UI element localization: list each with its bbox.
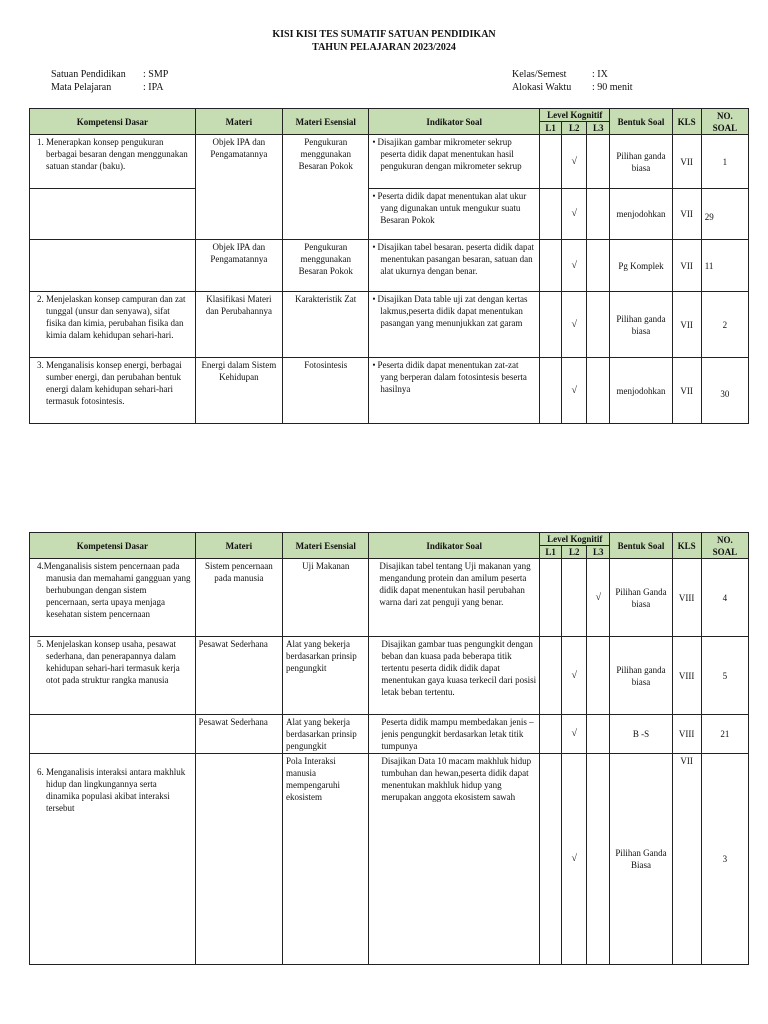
kd-text: 1. Menerapkan konsep pengukuran berbagai besaran dengan menggunakan satuan standar (baku).: [37, 137, 188, 171]
esensial-cell: Karakteristik Zat: [283, 292, 369, 358]
esensial-cell: Alat yang bekerja berdasarkan prinsip pengungkit: [283, 637, 369, 715]
materi-cell: Objek IPA dan Pengamatannya: [195, 240, 282, 292]
header-materi: Materi: [195, 109, 282, 135]
indikator-cell: Peserta didik mampu membedakan jenis – jenis pengungkit berdasarkan letak titik tumpunya: [369, 715, 540, 754]
bentuk-cell: Pilihan ganda biasa: [610, 292, 672, 358]
l2-check: √: [562, 189, 587, 240]
l3-cell: [587, 292, 610, 358]
materi-cell: Pesawat Sederhana: [195, 637, 282, 715]
l2-check: √: [562, 754, 587, 965]
no-cell: 1: [701, 135, 748, 189]
satuan-label: Satuan Pendidikan: [51, 69, 126, 80]
header-l1: L1: [540, 546, 562, 559]
l1-cell: [540, 559, 562, 637]
meta-left: [51, 68, 168, 94]
kls-cell: VII: [672, 240, 701, 292]
no-cell: 4: [701, 559, 748, 637]
table-row: [30, 754, 749, 965]
indikator-text: • Disajikan tabel besaran. peserta didik dapat menentukan pasangan besaran, satuan dan alat ukurnya dengan benar.: [372, 241, 536, 277]
materi-cell: [195, 189, 282, 240]
l3-cell: [587, 754, 610, 965]
kls-cell: VIII: [672, 559, 701, 637]
l3-cell: [587, 715, 610, 754]
indikator-cell: [369, 135, 540, 189]
header-kd: Kompetensi Dasar: [30, 533, 196, 559]
kd-cell: [30, 292, 196, 358]
l2-check: √: [562, 292, 587, 358]
materi-cell: Objek IPA dan Pengamatannya: [195, 135, 282, 189]
kls-cell: VII: [672, 754, 701, 965]
header-bentuk: Bentuk Soal: [610, 109, 672, 135]
l3-cell: [587, 637, 610, 715]
table-row: [30, 292, 749, 358]
bentuk-cell: menjodohkan: [610, 189, 672, 240]
l3-cell: [587, 135, 610, 189]
indikator-text: • Disajikan gambar mikrometer sekrup peserta didik dapat menentukan hasil pengukuran dengan mikrometer sekrup: [372, 136, 536, 172]
l2-check: √: [562, 240, 587, 292]
kisi-table-2: [29, 532, 749, 965]
doc-title: KISI KISI TES SUMATIF SATUAN PENDIDIKAN: [272, 29, 496, 40]
kd-cell: [30, 715, 196, 754]
table-row: [30, 240, 749, 292]
header-l2: L2: [562, 122, 587, 135]
header-level: Level Kognitif: [540, 533, 610, 546]
kd-text: 3. Menganalisis konsep energi, berbagai sumber energi, dan perubahan bentuk energi dalam kehidupan sehari-hari termasuk fotosintesis.: [37, 360, 182, 406]
header-no-line2: SOAL: [712, 122, 738, 133]
no-cell: 21: [701, 715, 748, 754]
kls-cell: VII: [672, 292, 701, 358]
bentuk-cell: B -S: [610, 715, 672, 754]
no-cell: 2: [701, 292, 748, 358]
table-row: [30, 715, 749, 754]
waktu-value: : 90 menit: [592, 82, 633, 93]
header-l1: L1: [540, 122, 562, 135]
kelas-label: Kelas/Semest: [512, 69, 567, 80]
indikator-text: • Disajikan Data table uji zat dengan kertas lakmus,peserta didik dapat menentukan pasangan yang menunjukkan zat garam: [372, 293, 536, 329]
table-row: [30, 637, 749, 715]
kd-cell: [30, 135, 196, 189]
no-cell: 11: [701, 240, 748, 292]
esensial-cell: [283, 189, 369, 240]
esensial-cell: Pengukuran menggunakan Besaran Pokok: [283, 135, 369, 189]
bentuk-cell: Pilihan ganda biasa: [610, 135, 672, 189]
esensial-cell: Alat yang bekerja berdasarkan prinsip pengungkit: [283, 715, 369, 754]
no-cell: 29: [701, 189, 748, 240]
header-indikator: Indikator Soal: [369, 533, 540, 559]
table-row: [30, 135, 749, 189]
bentuk-cell: Pilihan ganda biasa: [610, 637, 672, 715]
header-bentuk: Bentuk Soal: [610, 533, 672, 559]
l1-cell: [540, 135, 562, 189]
waktu-label: Alokasi Waktu: [512, 82, 572, 93]
header-materi: Materi: [195, 533, 282, 559]
kisi-table-1: [29, 108, 749, 424]
kls-cell: VIII: [672, 637, 701, 715]
l3-check: √: [587, 559, 610, 637]
mapel-label: Mata Pelajaran: [51, 82, 112, 93]
l1-cell: [540, 240, 562, 292]
materi-cell: Pesawat Sederhana: [195, 715, 282, 754]
header-no-line2: SOAL: [712, 546, 738, 557]
kd-text: 2. Menjelaskan konsep campuran dan zat tunggal (unsur dan senyawa), sifat fisika dan kimia, perubahan fisika dan kimia dalam kehidupan sehari-hari.: [37, 294, 186, 340]
indikator-cell: [369, 292, 540, 358]
bentuk-cell: menjodohkan: [610, 358, 672, 424]
indikator-text: • Peserta didik dapat menentukan alat ukur yang digunakan untuk mengukur suatu Besaran Pokok: [372, 190, 536, 226]
esensial-cell: Pola Interaksi manusia mempengaruhi ekosistem: [283, 754, 369, 965]
esensial-cell: Fotosintesis: [283, 358, 369, 424]
kls-cell: VII: [672, 358, 701, 424]
table-row: [30, 358, 749, 424]
bentuk-cell: Pilihan Ganda biasa: [610, 559, 672, 637]
l1-cell: [540, 715, 562, 754]
no-cell: 30: [701, 358, 748, 424]
kelas-value: : IX: [592, 69, 608, 80]
header-level: Level Kognitif: [540, 109, 610, 122]
header-esensial: Materi Esensial: [283, 533, 369, 559]
header-l2: L2: [562, 546, 587, 559]
indikator-cell: [369, 358, 540, 424]
l2-check: √: [562, 135, 587, 189]
indikator-text: • Peserta didik dapat menentukan zat-zat yang berperan dalam fotosintesis beserta hasilnya: [372, 359, 536, 395]
header-no: [701, 109, 748, 135]
header-kd: Kompetensi Dasar: [30, 109, 196, 135]
meta-right: [512, 68, 633, 94]
l2-check: √: [562, 358, 587, 424]
header-indikator: Indikator Soal: [369, 109, 540, 135]
indikator-cell: Disajikan tabel tentang Uji makanan yang mengandung protein dan amilum peserta didik dapat menentukan hasil perubahan warna dari zat penguji yang benar.: [369, 559, 540, 637]
no-cell: 3: [701, 754, 748, 965]
kd-cell: [30, 754, 196, 965]
satuan-value: : SMP: [143, 69, 169, 80]
bentuk-cell: Pilihan Ganda Biasa: [610, 754, 672, 965]
header-no-line1: NO.: [716, 110, 733, 121]
indikator-cell: [369, 189, 540, 240]
header-kls: KLS: [672, 109, 701, 135]
bentuk-cell: Pg Komplek: [610, 240, 672, 292]
kd-cell: [30, 189, 196, 240]
kls-cell: VIII: [672, 715, 701, 754]
kls-cell: VII: [672, 135, 701, 189]
l1-cell: [540, 754, 562, 965]
header-no-line1: NO.: [716, 534, 733, 545]
header-no: [701, 533, 748, 559]
materi-cell: Sistem pencernaan pada manusia: [195, 559, 282, 637]
indikator-cell: [369, 240, 540, 292]
l1-cell: [540, 358, 562, 424]
header-kls: KLS: [672, 533, 701, 559]
doc-subtitle: TAHUN PELAJARAN 2023/2024: [312, 42, 456, 53]
l1-cell: [540, 292, 562, 358]
l1-cell: [540, 189, 562, 240]
esensial-cell: Pengukuran menggunakan Besaran Pokok: [283, 240, 369, 292]
esensial-cell: Uji Makanan: [283, 559, 369, 637]
kd-cell: [30, 240, 196, 292]
materi-cell: Energi dalam Sistem Kehidupan: [195, 358, 282, 424]
l3-cell: [587, 358, 610, 424]
kd-text: 4.Menganalisis sistem pencernaan pada manusia dan memahami gangguan yang berhubungan dengan sistem pencernaan, serta upaya menjaga kesehatan sistem pencernaan: [37, 561, 191, 619]
l2-check: √: [562, 715, 587, 754]
kd-cell: [30, 637, 196, 715]
kd-cell: [30, 559, 196, 637]
l2-cell: [562, 559, 587, 637]
l2-check: √: [562, 637, 587, 715]
no-cell: 5: [701, 637, 748, 715]
header-l3: L3: [587, 546, 610, 559]
table-row: [30, 189, 749, 240]
l3-cell: [587, 189, 610, 240]
kls-cell: VII: [672, 189, 701, 240]
indikator-cell: Disajikan gambar tuas pengungkit dengan beban dan kuasa pada beberapa titik tertentu peserta didik didik dapat menentukan gaya kuasa terkecil dari posisi letak beban tertentu.: [369, 637, 540, 715]
mapel-value: : IPA: [143, 82, 164, 93]
header-l3: L3: [587, 122, 610, 135]
kd-text: 6. Menganalisis interaksi antara makhluk hidup dan lingkungannya serta dinamika populasi akibat interaksi tersebut: [37, 767, 186, 813]
l1-cell: [540, 637, 562, 715]
materi-cell: [195, 754, 282, 965]
materi-cell: Klasifikasi Materi dan Perubahannya: [195, 292, 282, 358]
indikator-cell: Disajikan Data 10 macam makhluk hidup tumbuhan dan hewan,peserta didik dapat menentukan makhluk hidup yang merupakan anggota ekosistem sawah: [369, 754, 540, 965]
kd-cell: [30, 358, 196, 424]
l3-cell: [587, 240, 610, 292]
table-row: [30, 559, 749, 637]
header-esensial: Materi Esensial: [283, 109, 369, 135]
kd-text: 5. Menjelaskan konsep usaha, pesawat sederhana, dan penerapannya dalam kehidupan sehari-hari termasuk kerja otot pada struktur rangka manusia: [37, 639, 180, 685]
